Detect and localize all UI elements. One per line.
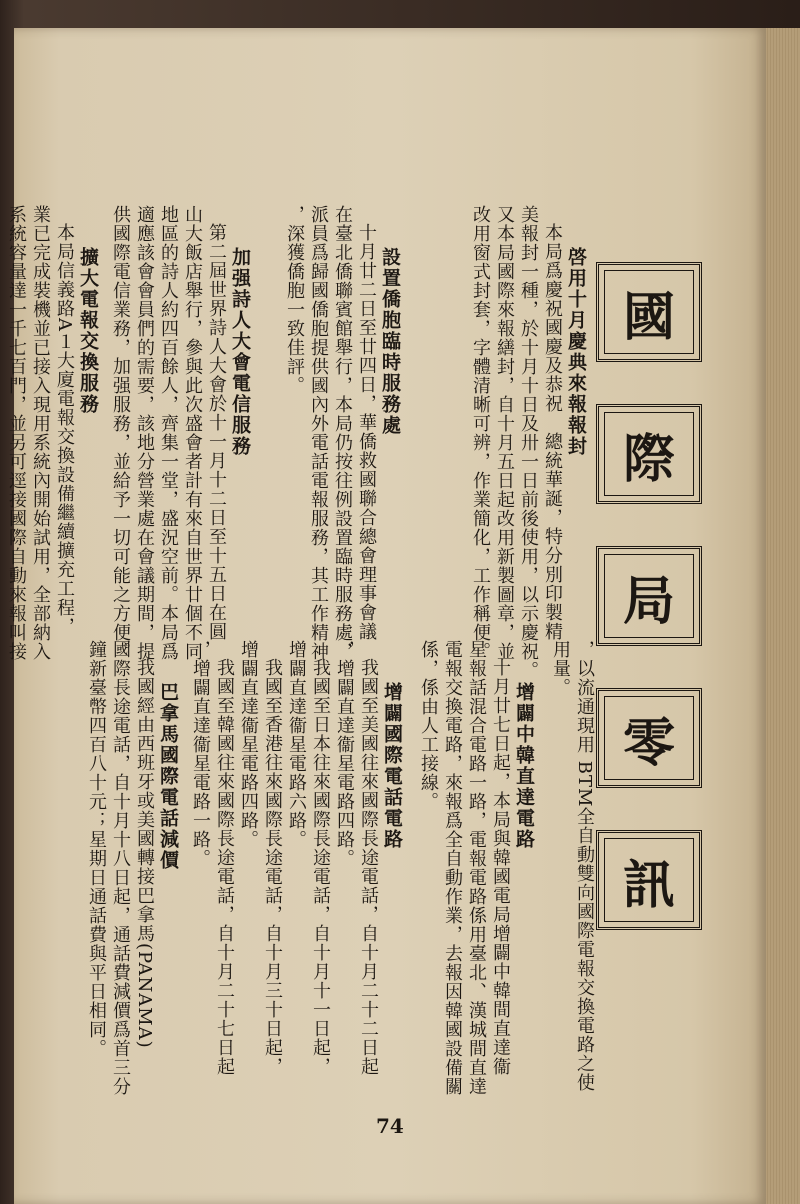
article-line: 美報封一種，於十月十日及卅一日前後使用，以示慶祝。 <box>518 205 539 680</box>
article-line: 我國至美國往來國際長途電話，自十月二十二日起 <box>358 658 379 1076</box>
article-line: ，以流通現用 BTM全自動雙向國際電報交換電路之使 <box>574 640 595 1093</box>
article-heading: 加强詩人大會電信服務 <box>229 246 251 457</box>
title-frame <box>596 546 702 646</box>
article-4-continued <box>536 640 596 1093</box>
article-line: 第二屆世界詩人大會於十一月十二日至十五日在圓 <box>206 223 227 641</box>
title-frame <box>596 688 702 788</box>
article-7 <box>76 640 180 1096</box>
article-line: 我國至香港往來國際長途電話，自十月三十日起， <box>262 658 283 1076</box>
article-line: 用量。 <box>550 640 571 697</box>
article-4 <box>6 205 100 661</box>
article-line: 我國至日本往來國際長途電話，自十月十一日起， <box>310 658 331 1076</box>
article-line: 鐘新臺幣四百八十元；星期日通話費與平日相同。 <box>86 640 107 1058</box>
article-line: ，增闢直達衞星電路四路。 <box>334 640 355 868</box>
article-line: 改用窗式封套，字體清晰可辨，作業簡化，工作稱便。 <box>470 205 491 661</box>
article-5 <box>404 640 536 1096</box>
article-line: 系統容量達一千七百門，並另可逕接國際自動來報叫接 <box>6 205 27 661</box>
article-heading: 巴拿馬國際電話減價 <box>157 681 179 871</box>
article-line: 地區的詩人約四百餘人，齊集一堂，盛況空前。本局爲 <box>158 205 179 661</box>
article-line: 我國經由西班牙或美國轉接巴拿馬(PANAMA) <box>134 658 155 1049</box>
title-char: 國 <box>622 287 675 348</box>
article-line: 適應該會會員們的需要，該地分營業處在會議期間，提 <box>134 205 155 661</box>
section-title <box>596 262 702 930</box>
title-frame <box>596 262 702 362</box>
title-char: 際 <box>622 429 675 490</box>
article-line: 國際長途電話，自十月十八日起，通話費減價爲首三分 <box>110 640 131 1096</box>
page-edges <box>766 28 800 1204</box>
title-char: 零 <box>622 713 675 774</box>
article-line: 業已完成裝機並已接入現用系統內開始試用，全部納入 <box>30 205 51 661</box>
title-frame <box>596 830 702 930</box>
article-line: 十月廿七日起，本局與韓國電局增闢中韓間直達衞 <box>490 658 511 1076</box>
title-frame <box>596 404 702 504</box>
article-2 <box>252 205 402 661</box>
article-line: 電報交換電路，來報爲全自動作業，去報因韓國設備關 <box>442 640 463 1096</box>
page-number: 74 <box>376 1114 404 1138</box>
article-line: 增闢直達衞星電路四路。 <box>238 640 259 849</box>
article-line: 係，係由人工接線。 <box>418 640 439 811</box>
article-heading: 啓用十月慶典來報報封 <box>565 246 587 457</box>
article-6 <box>180 640 404 1076</box>
article-line: ，深獲僑胞一致佳評。 <box>284 205 305 395</box>
article-heading: 增闢國際電話電路 <box>381 681 403 850</box>
article-line: 本局爲慶祝國慶及恭祝 總統華誕，特分別印製精 <box>542 223 563 641</box>
article-line: 供國際電信業務，加强服務，並給予一切可能之方便。 <box>110 205 131 661</box>
article-heading: 擴大電報交換服務 <box>77 246 99 415</box>
article-heading: 設置僑胞臨時服務處 <box>379 246 401 436</box>
article-heading: 增闢中韓直達電路 <box>513 681 535 850</box>
article-3 <box>100 205 252 661</box>
article-line: 本局信義路A１大廈電報交換設備繼續擴充工程， <box>54 223 75 636</box>
title-char: 訊 <box>622 855 675 916</box>
article-line: 增闢直達衞星電路六路。 <box>286 640 307 849</box>
article-line: 在臺北僑聯賓館舉行，本局仍按往例設置臨時服務處， <box>332 205 353 661</box>
article-line: 星報話混合電路一路，電報電路係用臺北、漢城間直達 <box>466 640 487 1096</box>
title-char: 局 <box>622 571 675 632</box>
article-line: 十月廿二日至廿四日，華僑救國聯合總會理事會議 <box>356 223 377 641</box>
article-line: 我國至韓國往來國際長途電話，自十月二十七日起 <box>214 658 235 1076</box>
article-line: 山大飯店舉行，參與此次盛會者計有來自世界廿個不同 <box>182 205 203 661</box>
article-line: 派員爲歸國僑胞提供國內外電話電報服務，其工作精神 <box>308 205 329 661</box>
article-line: ，增闢直達衞星電路一路。 <box>190 640 211 868</box>
article-line: 又本局國際來報繕封，自十月五日起改用新製圖章，並 <box>494 205 515 661</box>
